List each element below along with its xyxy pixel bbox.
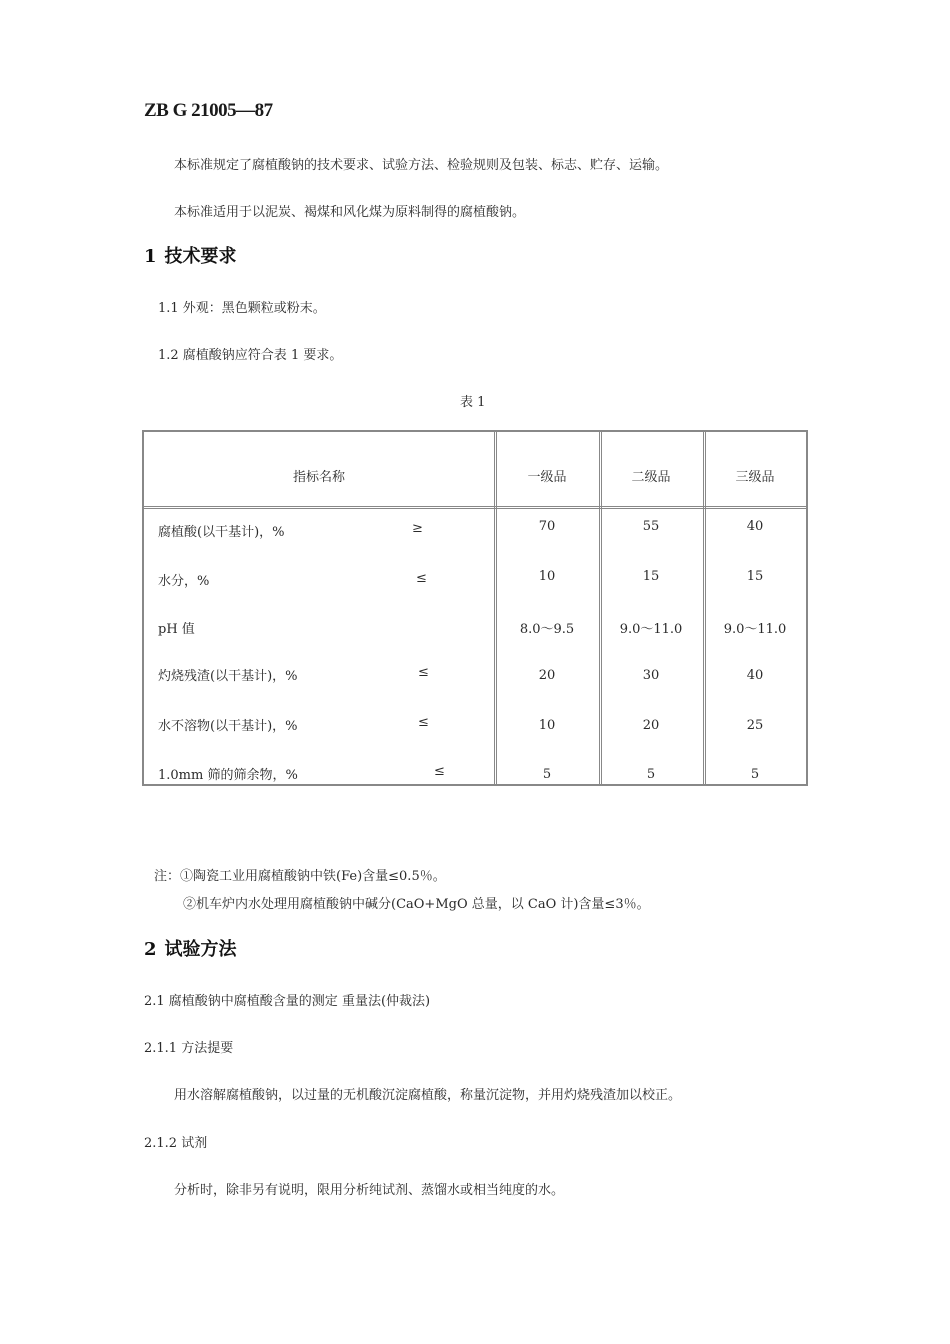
table-divider [494, 432, 497, 784]
clause-2-1-1: 2.1.1 方法提要 [144, 1041, 234, 1056]
table-header-grade-1: 一级品 [527, 470, 567, 485]
table-row-name: 灼烧残渣(以干基计)，% [158, 669, 298, 684]
section-2-title: 试验方法 [164, 939, 237, 960]
table-1-caption: 表 1 [460, 395, 486, 410]
table-cell-value: 9.0～11.0 [619, 622, 683, 637]
table-cell-value: 20 [538, 668, 556, 683]
table-divider [703, 432, 706, 784]
section-1-title: 技术要求 [164, 246, 237, 267]
table-row-operator: ≤ [418, 665, 429, 680]
table-row-name: 水分，% [158, 574, 210, 589]
section-1-heading [144, 242, 237, 268]
intro-paragraph-scope: 本标准规定了腐植酸钠的技术要求、试验方法、检验规则及包装、标志、贮存、运输。 [174, 158, 669, 173]
table-cell-value: 5 [646, 767, 656, 782]
table-cell-value: 55 [642, 519, 660, 534]
clause-1-2: 1.2 腐植酸钠应符合表 1 要求。 [158, 348, 343, 363]
clause-2-1-2: 2.1.2 试剂 [144, 1136, 208, 1151]
table-cell-value: 40 [746, 668, 764, 683]
table-row-operator: ≥ [412, 521, 423, 536]
standard-number: ZB G 21005—87 [144, 100, 273, 121]
table-row-operator: ≤ [418, 715, 429, 730]
table-header-indicator: 指标名称 [292, 470, 346, 485]
table-cell-value: 70 [538, 519, 556, 534]
table-cell-value: 15 [642, 569, 660, 584]
table-cell-value: 5 [542, 767, 552, 782]
clause-2-1: 2.1 腐植酸钠中腐植酸含量的测定 重量法(仲裁法) [144, 994, 431, 1009]
clause-2-1-1-text: 用水溶解腐植酸钠，以过量的无机酸沉淀腐植酸，称量沉淀物，并用灼烧残渣加以校正。 [174, 1088, 682, 1103]
table-row-operator: ≤ [416, 571, 427, 586]
table-cell-value: 10 [538, 718, 556, 733]
table-cell-value: 15 [746, 569, 764, 584]
table-row-name: 1.0mm 筛的筛余物，% [158, 768, 298, 783]
table-row-operator: ≤ [434, 764, 445, 779]
section-2-number: 2 [144, 939, 157, 960]
table-cell-value: 10 [538, 569, 556, 584]
table-1 [142, 430, 808, 786]
section-1-number: 1 [144, 246, 157, 267]
table-cell-value: 5 [750, 767, 760, 782]
table-cell-value: 25 [746, 718, 764, 733]
clause-1-1: 1.1 外观：黑色颗粒或粉末。 [158, 301, 326, 316]
table-cell-value: 8.0～9.5 [519, 622, 575, 637]
intro-paragraph-applicability: 本标准适用于以泥炭、褐煤和风化煤为原料制得的腐植酸钠。 [174, 205, 526, 220]
table-note-1: 注：①陶瓷工业用腐植酸钠中铁(Fe)含量≤0.5％。 [154, 869, 446, 884]
table-row-name: 水不溶物(以干基计)，% [158, 719, 298, 734]
table-header-grade-2: 二级品 [631, 470, 671, 485]
table-row-name: 腐植酸(以干基计)，% [158, 525, 285, 540]
table-cell-value: 40 [746, 519, 764, 534]
table-cell-value: 30 [642, 668, 660, 683]
table-header-divider [144, 506, 806, 509]
table-header-grade-3: 三级品 [735, 470, 775, 485]
table-note-2: ②机车炉内水处理用腐植酸钠中碱分(CaO+MgO 总量，以 CaO 计)含量≤3％。 [183, 897, 650, 912]
section-2-heading [144, 935, 237, 961]
table-row-name: pH 值 [158, 622, 195, 637]
table-cell-value: 20 [642, 718, 660, 733]
table-divider [599, 432, 602, 784]
clause-2-1-2-text: 分析时，除非另有说明，限用分析纯试剂、蒸馏水或相当纯度的水。 [174, 1183, 565, 1198]
table-cell-value: 9.0～11.0 [723, 622, 787, 637]
